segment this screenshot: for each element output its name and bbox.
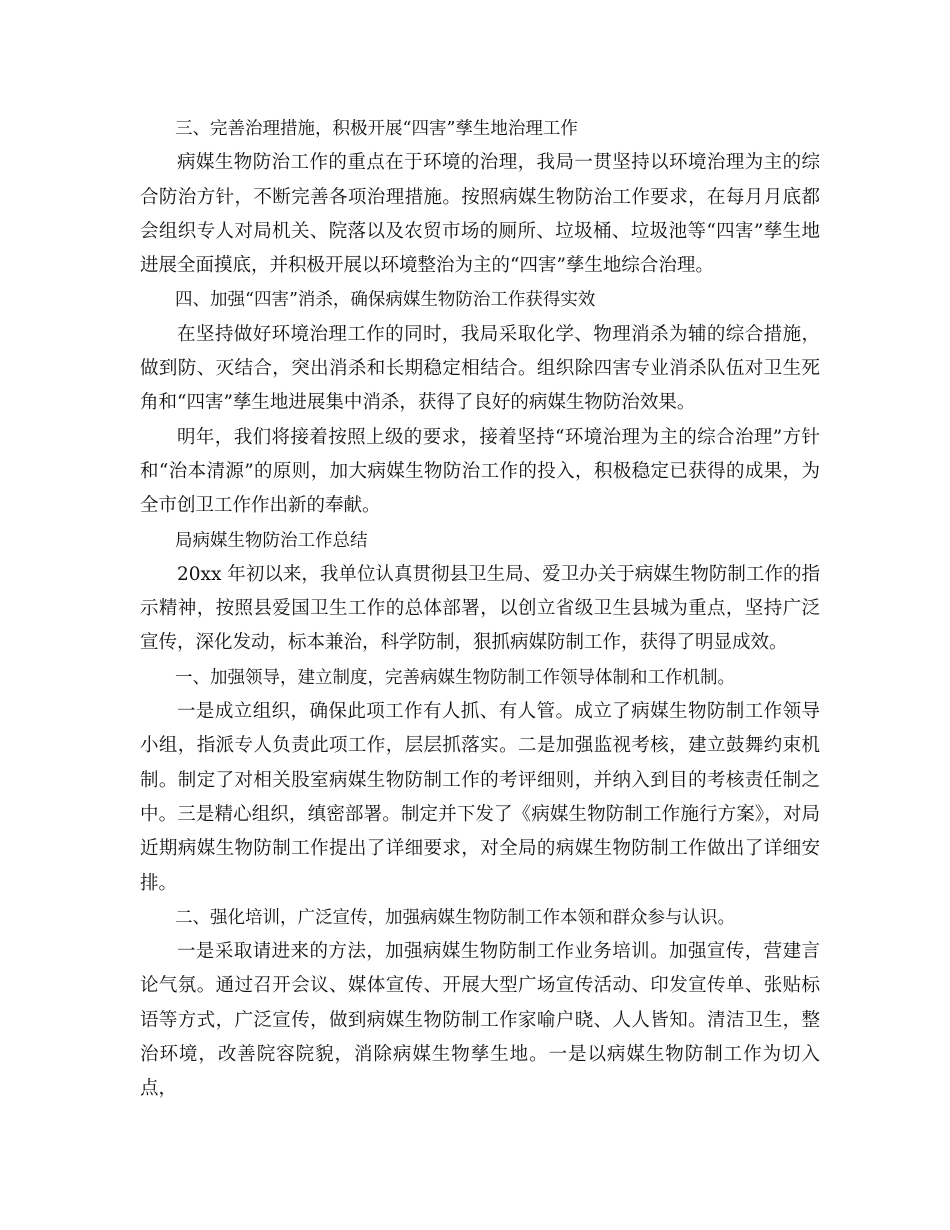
paragraph: 一是成立组织，确保此项工作有人抓、有人管。成立了病媒生物防制工作领导小组，指派专人负责此项工作，层层抓落实。二是加强监视考核，建立鼓舞约束机制。制定了对相关股室病媒生物防制工作的考评细则，并纳入到目的考核责任制之中。三是精心组织，缜密部署。制定并下发了《病媒生物防制工作施行方案》，对局近期病媒生物防制工作提出了详细要求，对全局的病媒生物防制工作做出了详细安排。 — [140, 701, 820, 894]
paragraph: 明年，我们将接着按照上级的要求，接着坚持“环境治理为主的综合治理”方针和“治本清源”的原则，加大病媒生物防治工作的投入，积极稳定已获得的成果，为全市创卫工作作出新的奉献。 — [140, 426, 820, 517]
paragraph: 一是采取请进来的方法，加强病媒生物防制工作业务培训。加强宣传，营建言论气氛。通过召开会议、媒体宣传、开展大型广场宣传活动、印发宣传单、张贴标语等方式，广泛宣传，做到病媒生物防制工作家喻户晓、人人皆知。清洁卫生，整治环境，改善院容院貌，消除病媒生物孳生地。一是以病媒生物防制工作为切入点， — [140, 941, 820, 1100]
section-heading-2: 二、强化培训，广泛宣传，加强病媒生物防制工作本领和群众参与认识。 — [175, 907, 735, 928]
document-body — [140, 112, 820, 1107]
paragraph: 在坚持做好环境治理工作的同时，我局采取化学、物理消杀为辅的综合措施，做到防、灭结合，突出消杀和长期稳定相结合。组织除四害专业消杀队伍对卫生死角和“四害”孳生地进展集中消杀，获得了良好的病媒生物防治效果。 — [140, 323, 820, 414]
paragraph: 病媒生物防治工作的重点在于环境的治理，我局一贯坚持以环境治理为主的综合防治方针，不断完善各项治理措施。按照病媒生物防治工作要求，在每月月底都会组织专人对局机关、院落以及农贸市场的厕所、垃圾桶、垃圾池等“四害”孳生地进展全面摸底，并积极开展以环境整治为主的“四害”孳生地综合治理。 — [140, 152, 820, 277]
document-subtitle: 局病媒生物防治工作总结 — [175, 530, 368, 551]
paragraph: 20xx 年初以来，我单位认真贯彻县卫生局、爱卫办关于病媒生物防制工作的指示精神，按照县爱国卫生工作的总体部署，以创立省级卫生县城为重点，坚持广泛宣传，深化发动，标本兼治，科学防制，狠抓病媒防制工作，获得了明显成效。 — [140, 563, 820, 654]
section-heading-3: 三、完善治理措施，积极开展“四害”孳生地治理工作 — [175, 119, 578, 139]
section-heading-1: 一、加强领导，建立制度，完善病媒生物防制工作领导体制和工作机制。 — [175, 667, 735, 688]
section-heading-4: 四、加强“四害”消杀，确保病媒生物防治工作获得实效 — [175, 290, 596, 311]
